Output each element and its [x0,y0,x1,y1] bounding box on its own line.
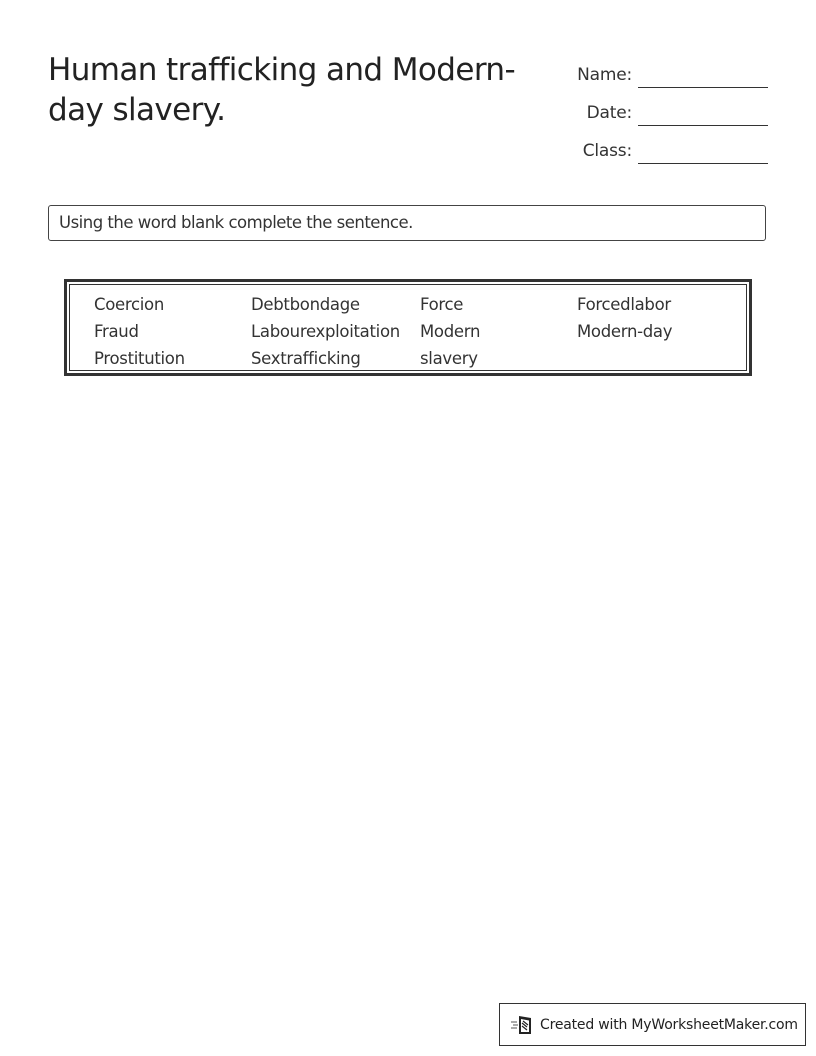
word-bank-grid [94,291,737,372]
word-bank-item: Forcedlabor [577,295,671,314]
class-label: Class: [582,141,632,161]
worksheet-logo-icon [510,1014,534,1036]
word-bank-item: Prostitution [94,349,185,368]
word-bank-item: Modern [420,322,481,341]
word-bank-item: Modern-day [577,322,673,341]
name-input-line[interactable] [638,63,768,88]
word-bank-item: slavery [420,349,478,368]
word-bank-item: Coercion [94,295,164,314]
word-bank-inner [69,284,747,371]
date-label: Date: [586,103,632,123]
name-label: Name: [577,65,632,85]
word-bank-item [577,345,737,372]
word-bank-item: Labourexploitation [251,322,400,341]
word-bank [64,279,752,376]
date-input-line[interactable] [638,101,768,126]
footer-credit[interactable] [499,1003,806,1046]
word-bank-item: Debtbondage [251,295,360,314]
name-field[interactable] [560,50,770,88]
page-title: Human trafficking and Modern-day slavery. [48,52,516,128]
instructions-box: Using the word blank complete the sentence. [48,205,766,241]
class-input-line[interactable] [638,139,768,164]
word-bank-item: Fraud [94,322,139,341]
date-field[interactable] [560,88,770,126]
student-info-fields [560,50,770,164]
class-field[interactable] [560,126,770,164]
word-bank-item: Sextrafficking [251,349,361,368]
word-bank-item: Force [420,295,464,314]
footer-text: Created with MyWorksheetMaker.com [540,1016,798,1033]
